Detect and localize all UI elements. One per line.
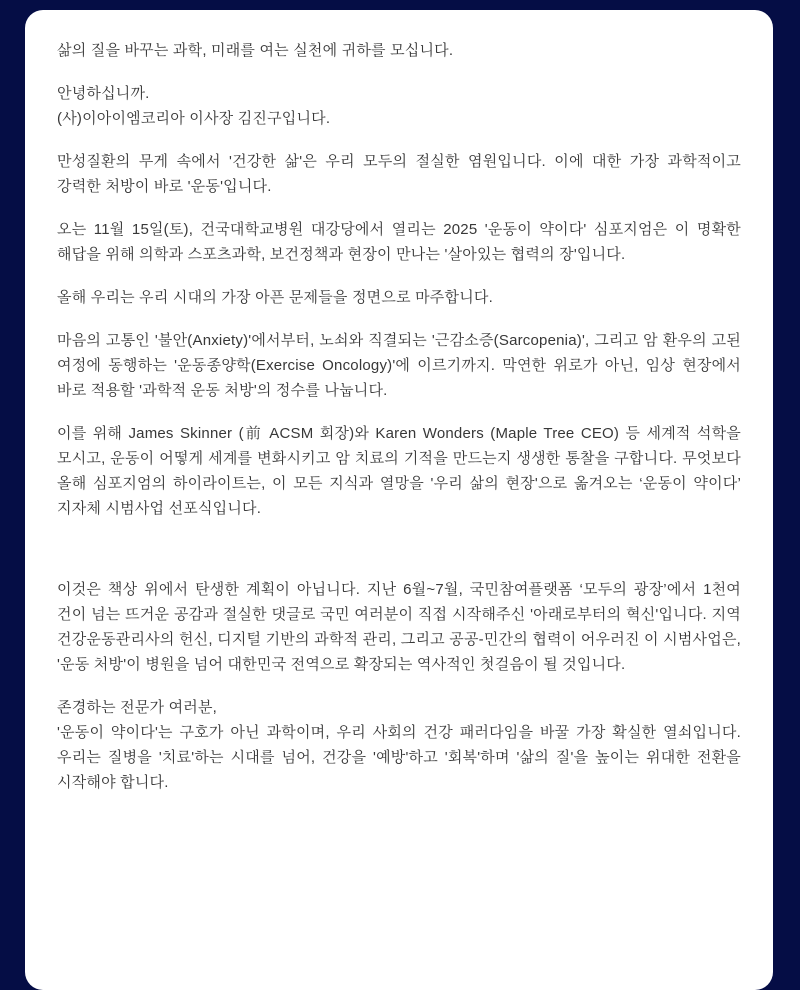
letter-paragraph-this-year: 올해 우리는 우리 시대의 가장 아픈 문제들을 정면으로 마주합니다. (57, 289, 493, 306)
letter-paragraph-sender: (사)이아이엠코리아 이사장 김진구입니다. (57, 110, 331, 127)
letter-paragraph-address-experts: 존경하는 전문가 여러분, (57, 699, 218, 716)
letter-paragraph-event-info: 오는 11월 15일(토), 건국대학교병원 대강당에서 열리는 2025 '운동이 약이다' 심포지엄은 이 명확한 해답을 위해 의학과 스포츠과학, 보건정책과 현장이 만나는 '살아있는 협력의 장'입니다. (57, 221, 741, 263)
letter-paragraph-greeting-tagline: 삶의 질을 바꾸는 과학, 미래를 여는 실천에 귀하를 모십니다. (57, 42, 454, 59)
letter-card (25, 10, 773, 990)
letter-paragraph-pilot-project: 이것은 책상 위에서 탄생한 계획이 아닙니다. 지난 6월~7월, 국민참여플랫폼 ‘모두의 광장’에서 1천여 건이 넘는 뜨거운 공감과 절실한 댓글로 국민 여러분이 직접 시작해주신 '아래로부터의 혁신'입니다. 지역 건강운동관리사의 헌신, 디지털 기반의 과학적 관리, 그리고 공공-민간의 협력이 어우러진 이 시범사업은, '운동 처방'이 병원을 넘어 대한민국 전역으로 확장되는 역사적인 첫걸음이 될 것입니다. (57, 581, 741, 673)
letter-paragraph-chronic-disease: 만성질환의 무게 속에서 '건강한 삶'은 우리 모두의 절실한 염원입니다. 이에 대한 가장 과학적이고 강력한 처방이 바로 '운동'입니다. (57, 153, 741, 195)
letter-paragraph-speakers: 이를 위해 James Skinner (前 ACSM 회장)와 Karen Wonders (Maple Tree CEO) 등 세계적 석학을 모시고, 운동이 어떻게 세계를 변화시키고 암 치료의 기적을 만드는지 생생한 통찰을 구합니다. 무엇보다 올해 심포지엄의 하이라이트는, 이 모든 지식과 열망을 '우리 삶의 현장'으로 옮겨오는 ‘운동이 약이다’ 지자체 시범사업 선포식입니다. (57, 425, 741, 517)
letter-paragraph-hello: 안녕하십니까. (57, 85, 150, 102)
letter-paragraph-topics: 마음의 고통인 '불안(Anxiety)'에서부터, 노쇠와 직결되는 '근감소증(Sarcopenia)', 그리고 암 환우의 고된 여정에 동행하는 '운동종양학(Exercise Oncology)'에 이르기까지. 막연한 위로가 아닌, 임상 현장에서 바로 적용할 '과학적 운동 처방'의 정수를 나눕니다. (57, 332, 741, 399)
letter-paragraph-closing: '운동이 약이다'는 구호가 아닌 과학이며, 우리 사회의 건강 패러다임을 바꿀 가장 확실한 열쇠입니다. 우리는 질병을 '치료'하는 시대를 넘어, 건강을 '예방'하고 '회복'하며 '삶의 질'을 높이는 위대한 전환을 시작해야 합니다. (57, 724, 741, 791)
